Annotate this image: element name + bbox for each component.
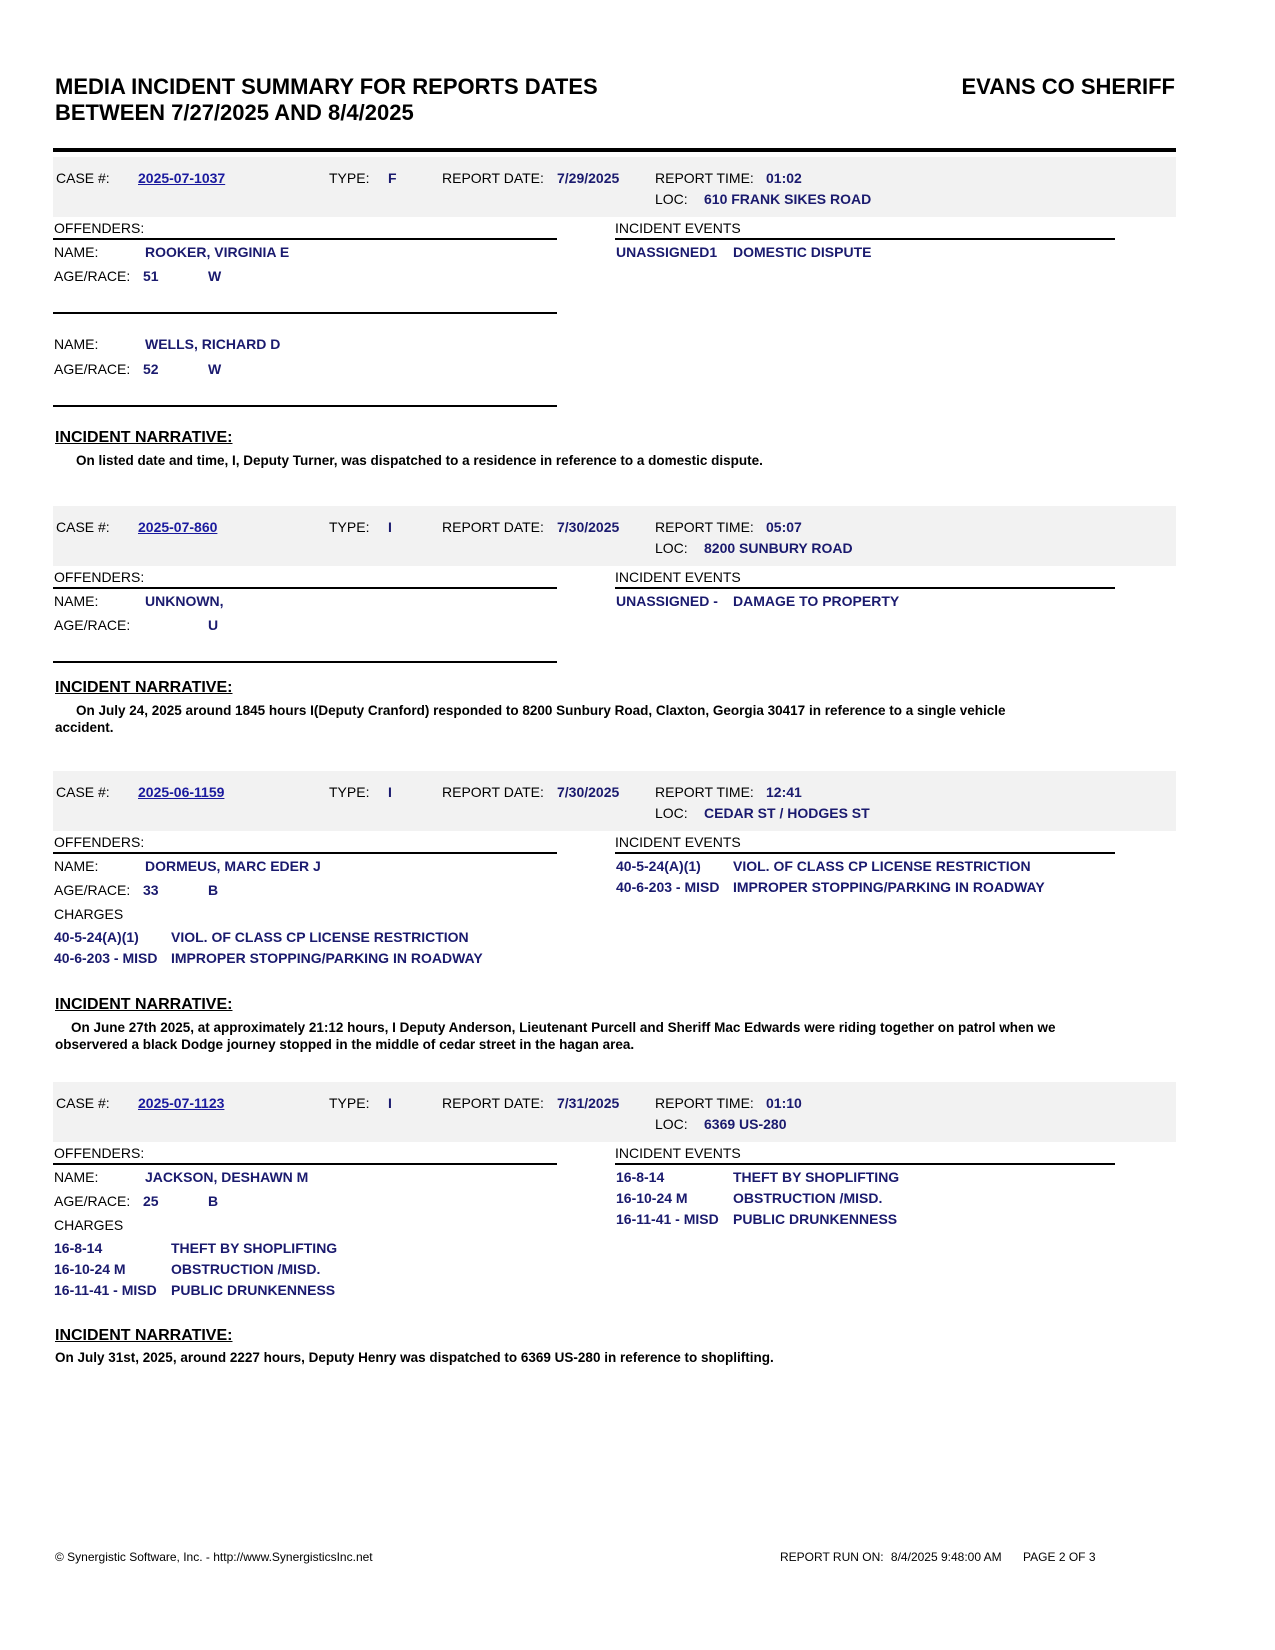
age-race-label: AGE/RACE:: [54, 617, 131, 633]
loc-value: 8200 SUNBURY ROAD: [704, 540, 853, 556]
age-race-label: AGE/RACE:: [54, 1193, 131, 1209]
loc-value: 610 FRANK SIKES ROAD: [704, 191, 872, 207]
offender-name: WELLS, RICHARD D: [145, 336, 281, 352]
incident-narrative-heading: INCIDENT NARRATIVE:: [55, 1327, 233, 1344]
charge-description: PUBLIC DRUNKENNESS: [171, 1282, 336, 1298]
incident-narrative-text: observered a black Dodge journey stopped in the middle of cedar street in the hagan area.: [55, 1037, 635, 1052]
case-label: CASE #:: [56, 519, 110, 535]
incident-narrative-text: On listed date and time, I, Deputy Turner, was dispatched to a residence in reference to a domestic dispute.: [76, 453, 763, 468]
report-time-label: REPORT TIME:: [655, 784, 754, 800]
report-title-line2: BETWEEN 7/27/2025 AND 8/4/2025: [55, 100, 414, 125]
type-value: F: [388, 170, 397, 186]
offenders-label: OFFENDERS:: [54, 220, 145, 236]
events-rule: [615, 1163, 1115, 1165]
events-rule: [615, 587, 1115, 589]
loc-label: LOC:: [655, 805, 688, 821]
name-label: NAME:: [54, 858, 99, 874]
report-time-value: 01:02: [766, 170, 802, 186]
age-race-label: AGE/RACE:: [54, 268, 131, 284]
report-date-label: REPORT DATE:: [442, 170, 544, 186]
type-label: TYPE:: [329, 170, 370, 186]
offender-separator: [53, 312, 557, 314]
agency-name: EVANS CO SHERIFF: [961, 74, 1175, 99]
event-code: 16-10-24 M: [616, 1190, 688, 1206]
name-label: NAME:: [54, 1169, 99, 1185]
case-number-link[interactable]: 2025-07-1037: [138, 170, 226, 186]
report-date-label: REPORT DATE:: [442, 784, 544, 800]
event-description: VIOL. OF CLASS CP LICENSE RESTRICTION: [733, 858, 1031, 874]
loc-label: LOC:: [655, 1116, 688, 1132]
event-description: PUBLIC DRUNKENNESS: [733, 1211, 898, 1227]
charge-code: 16-8-14: [54, 1240, 103, 1256]
offender-race: W: [208, 268, 222, 284]
charge-code: 16-10-24 M: [54, 1261, 126, 1277]
type-value: I: [388, 519, 392, 535]
offenders-label: OFFENDERS:: [54, 1145, 145, 1161]
footer-report-info: [780, 1550, 1100, 1564]
report-date-value: 7/29/2025: [557, 170, 620, 186]
offender-age: 51: [143, 268, 159, 284]
incident-events-label: INCIDENT EVENTS: [615, 1145, 741, 1161]
event-code: 40-6-203 - MISD: [616, 879, 720, 895]
type-label: TYPE:: [329, 1095, 370, 1111]
incident-events-label: INCIDENT EVENTS: [615, 569, 741, 585]
loc-label: LOC:: [655, 540, 688, 556]
offender-name: DORMEUS, MARC EDER J: [145, 858, 321, 874]
name-label: NAME:: [54, 244, 99, 260]
type-label: TYPE:: [329, 784, 370, 800]
offender-separator: [53, 661, 557, 663]
incident-narrative-text: On July 31st, 2025, around 2227 hours, Deputy Henry was dispatched to 6369 US-280 in reference to shoplifting.: [55, 1350, 774, 1365]
type-value: I: [388, 1095, 392, 1111]
report-time-label: REPORT TIME:: [655, 1095, 754, 1111]
offenders-rule: [53, 852, 557, 854]
case-number-link[interactable]: 2025-06-1159: [138, 784, 225, 800]
offender-name: JACKSON, DESHAWN M: [145, 1169, 309, 1185]
offenders-rule: [53, 587, 557, 589]
charges-label: CHARGES: [54, 906, 124, 922]
case-label: CASE #:: [56, 784, 110, 800]
report-run-value: 8/4/2025 9:48:00 AM: [890, 1550, 1002, 1564]
case-header-band: [53, 157, 1176, 217]
offender-name: ROOKER, VIRGINIA E: [145, 244, 290, 260]
offender-age: 25: [143, 1193, 159, 1209]
report-date-label: REPORT DATE:: [442, 1095, 544, 1111]
event-description: DAMAGE TO PROPERTY: [733, 593, 900, 609]
case-header-band: [53, 1082, 1176, 1142]
case-label: CASE #:: [56, 170, 110, 186]
offenders-rule: [53, 238, 557, 240]
event-code: 40-5-24(A)(1): [616, 858, 701, 874]
incident-narrative-heading: INCIDENT NARRATIVE:: [55, 996, 233, 1013]
charge-description: THEFT BY SHOPLIFTING: [171, 1240, 338, 1256]
event-code: UNASSIGNED -: [616, 593, 718, 609]
offenders-label: OFFENDERS:: [54, 834, 145, 850]
charge-code: 40-6-203 - MISD: [54, 950, 158, 966]
event-description: IMPROPER STOPPING/PARKING IN ROADWAY: [733, 879, 1045, 895]
report-date-value: 7/30/2025: [557, 519, 620, 535]
offender-race: W: [208, 361, 222, 377]
incident-events-label: INCIDENT EVENTS: [615, 220, 741, 236]
incident-events-label: INCIDENT EVENTS: [615, 834, 741, 850]
footer-copyright: © Synergistic Software, Inc. - http://www.SynergisticsInc.net: [55, 1550, 373, 1564]
report-date-label: REPORT DATE:: [442, 519, 544, 535]
case-header-band: [53, 771, 1176, 831]
incident-narrative-text: On June 27th 2025, at approximately 21:12 hours, I Deputy Anderson, Lieutenant Purcell and Sheriff Mac Edwards were riding together on patrol when we: [71, 1020, 1056, 1035]
case-number-link[interactable]: 2025-07-860: [138, 519, 218, 535]
event-description: THEFT BY SHOPLIFTING: [733, 1169, 900, 1185]
name-label: NAME:: [54, 336, 99, 352]
incident-narrative-text: On July 24, 2025 around 1845 hours I(Deputy Cranford) responded to 8200 Sunbury Road, Claxton, Georgia 30417 in reference to a single vehicle: [76, 703, 1006, 718]
report-time-label: REPORT TIME:: [655, 519, 754, 535]
report-title: [55, 74, 695, 126]
charge-description: OBSTRUCTION /MISD.: [171, 1261, 321, 1277]
loc-value: CEDAR ST / HODGES ST: [704, 805, 870, 821]
report-title-line1: MEDIA INCIDENT SUMMARY FOR REPORTS DATES: [55, 74, 598, 99]
page-indicator: PAGE 2 OF 3: [1023, 1550, 1096, 1564]
report-run-label: REPORT RUN ON:: [780, 1550, 884, 1564]
offender-separator: [53, 405, 557, 407]
events-rule: [615, 238, 1115, 240]
offenders-rule: [53, 1163, 557, 1165]
offender-race: B: [208, 1193, 219, 1209]
case-label: CASE #:: [56, 1095, 110, 1111]
header-divider: [53, 148, 1176, 152]
charge-code: 16-11-41 - MISD: [54, 1282, 157, 1298]
report-time-label: REPORT TIME:: [655, 170, 754, 186]
report-time-value: 01:10: [766, 1095, 802, 1111]
type-value: I: [388, 784, 392, 800]
report-date-value: 7/30/2025: [557, 784, 620, 800]
event-code: 16-11-41 - MISD: [616, 1211, 719, 1227]
loc-label: LOC:: [655, 191, 688, 207]
age-race-label: AGE/RACE:: [54, 361, 131, 377]
type-label: TYPE:: [329, 519, 370, 535]
event-description: OBSTRUCTION /MISD.: [733, 1190, 883, 1206]
charges-label: CHARGES: [54, 1217, 124, 1233]
offender-race: U: [208, 617, 219, 633]
charge-description: VIOL. OF CLASS CP LICENSE RESTRICTION: [171, 929, 469, 945]
offender-age: 33: [143, 882, 159, 898]
name-label: NAME:: [54, 593, 99, 609]
charge-description: IMPROPER STOPPING/PARKING IN ROADWAY: [171, 950, 483, 966]
event-description: DOMESTIC DISPUTE: [733, 244, 872, 260]
case-header-band: [53, 506, 1176, 566]
age-race-label: AGE/RACE:: [54, 882, 131, 898]
report-time-value: 12:41: [766, 784, 802, 800]
event-code: UNASSIGNED1: [616, 244, 718, 260]
incident-narrative-heading: INCIDENT NARRATIVE:: [55, 679, 233, 696]
offender-race: B: [208, 882, 219, 898]
offender-age: 52: [143, 361, 159, 377]
offender-name: UNKNOWN,: [145, 593, 224, 609]
report-time-value: 05:07: [766, 519, 802, 535]
report-date-value: 7/31/2025: [557, 1095, 620, 1111]
incident-narrative-heading: INCIDENT NARRATIVE:: [55, 429, 233, 446]
incident-narrative-text: accident.: [55, 720, 114, 735]
charge-code: 40-5-24(A)(1): [54, 929, 139, 945]
events-rule: [615, 852, 1115, 854]
case-number-link[interactable]: 2025-07-1123: [138, 1095, 225, 1111]
loc-value: 6369 US-280: [704, 1116, 787, 1132]
event-code: 16-8-14: [616, 1169, 665, 1185]
offenders-label: OFFENDERS:: [54, 569, 145, 585]
